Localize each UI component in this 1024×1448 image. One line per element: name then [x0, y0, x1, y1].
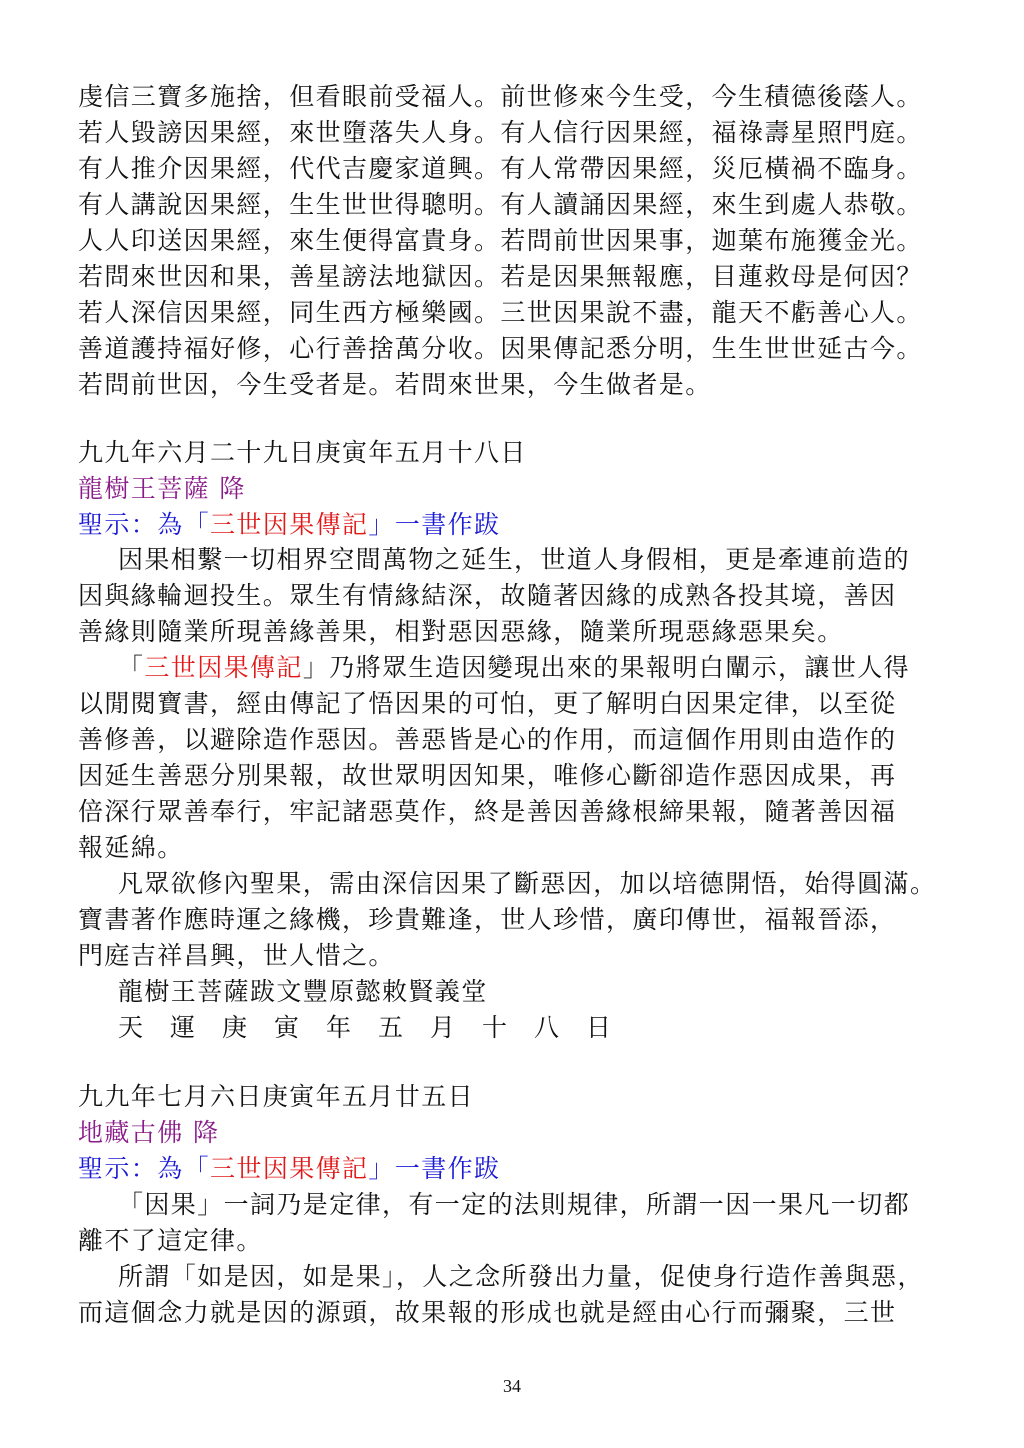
paragraph-line: 以閒閱寶書，經由傳記了悟因果的可怕，更了解明白因果定律，以至從 — [78, 689, 897, 718]
poem-line: 善道護持福好修，心行善捨萬分收。因果傳記悉分明，生生世世延古今。 — [78, 334, 923, 363]
section1-decree — [78, 508, 968, 544]
decree-book-title: 三世因果傳記 — [210, 1154, 369, 1183]
section2-deity: 地藏古佛 降 — [78, 1118, 220, 1147]
paragraph-line: 因延生善惡分別果報，故世眾明因知果，唯修心斷卻造作惡因成果，再 — [78, 761, 897, 790]
poem-line: 有人講說因果經，生生世世得聰明。有人讀誦因果經，來生到處人恭敬。 — [78, 190, 923, 219]
section1-deity: 龍樹王菩薩 降 — [78, 474, 246, 503]
paragraph-line: 倍深行眾善奉行，牢記諸惡莫作，終是善因善緣根締果報，隨著善因福 — [78, 797, 897, 826]
paragraph-line: 因果相繫一切相界空間萬物之延生，世道人身假相，更是牽連前造的 — [118, 545, 911, 574]
paragraph-line: 凡眾欲修內聖果，需由深信因果了斷惡因，加以培德開悟，始得圓滿。 — [118, 869, 937, 898]
signature-date: 天運庚寅年五月十八日 — [118, 1013, 639, 1042]
poem-line: 若問前世因，今生受者是。若問來世果，今生做者是。 — [78, 370, 712, 399]
decree-prefix: 聖示：為「 — [78, 510, 211, 539]
paragraph-line: 報延綿。 — [78, 833, 184, 862]
paragraph-text: 」乃將眾生造因變現出來的果報明白闡示，讓世人得 — [302, 653, 911, 682]
paragraph-line: 善修善，以避除造作惡因。善惡皆是心的作用，而這個作用則由造作的 — [78, 725, 897, 754]
paragraph-line: 「因果」一詞乃是定律，有一定的法則規律，所謂一因一果凡一切都 — [118, 1190, 911, 1219]
paragraph-line: 善緣則隨業所現善緣善果，相對惡因惡緣，隨業所現惡緣惡果矣。 — [78, 617, 844, 646]
paragraph-line: 因與緣輪迴投生。眾生有情緣結深，故隨著因緣的成熟各投其境，善因 — [78, 581, 897, 610]
poem-line: 若人毀謗因果經，來世墮落失人身。有人信行因果經，福祿壽星照門庭。 — [78, 118, 923, 147]
page-number: 34 — [503, 1376, 521, 1396]
poem-line: 有人推介因果經，代代吉慶家道興。有人常帶因果經，災厄橫禍不臨身。 — [78, 154, 923, 183]
signature: 龍樹王菩薩跋文豐原懿敕賢義堂 — [118, 977, 488, 1006]
decree-suffix: 」一書作跋 — [368, 1154, 501, 1183]
poem-line: 若問來世因和果，善星謗法地獄因。若是因果無報應，目蓮救母是何因？ — [78, 262, 923, 291]
decree-book-title: 三世因果傳記 — [210, 510, 369, 539]
paragraph-line — [118, 651, 968, 687]
section2-date: 九九年七月六日庚寅年五月廿五日 — [78, 1082, 475, 1111]
poem-line: 若人深信因果經，同生西方極樂國。三世因果說不盡，龍天不虧善心人。 — [78, 298, 923, 327]
paragraph-line: 所謂「如是因，如是果」，人之念所發出力量，促使身行造作善與惡， — [118, 1262, 924, 1291]
section1-date: 九九年六月二十九日庚寅年五月十八日 — [78, 438, 527, 467]
poem-line: 人人印送因果經，來生便得富貴身。若問前世因果事，迦葉布施獲金光。 — [78, 226, 923, 255]
section2-decree — [78, 1152, 968, 1188]
decree-suffix: 」一書作跋 — [368, 510, 501, 539]
paragraph-line: 離不了這定律。 — [78, 1226, 263, 1255]
paragraph-line: 寶書著作應時運之緣機，珍貴難逢，世人珍惜，廣印傳世，福報晉添， — [78, 905, 897, 934]
quote-open: 「 — [118, 653, 145, 682]
poem-line: 虔信三寶多施捨，但看眼前受福人。前世修來今生受，今生積德後蔭人。 — [78, 82, 923, 111]
paragraph-line: 而這個念力就是因的源頭，故果報的形成也就是經由心行而彌聚，三世 — [78, 1298, 897, 1327]
paragraph-line: 門庭吉祥昌興，世人惜之。 — [78, 941, 395, 970]
book-title: 三世因果傳記 — [144, 653, 303, 682]
decree-prefix: 聖示：為「 — [78, 1154, 211, 1183]
